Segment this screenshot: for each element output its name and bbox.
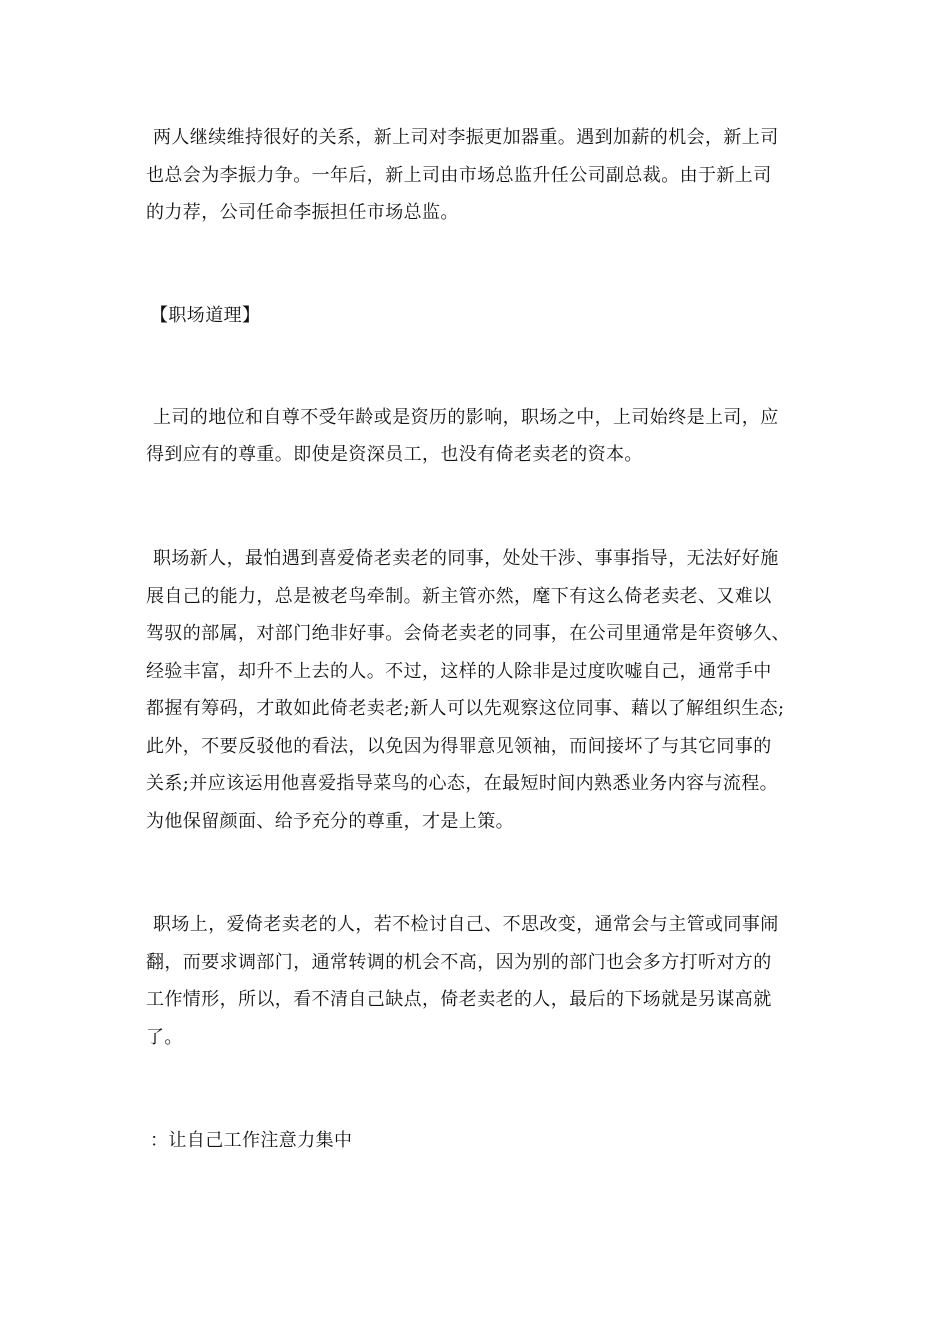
paragraph-line: 也总会为李振力争。一年后，新上司由市场总监升任公司副总裁。由于新上司 xyxy=(146,165,772,186)
paragraph-line: 此外，不要反驳他的看法，以免因为得罪意见领袖，而间接坏了与其它同事的 xyxy=(146,736,772,757)
paragraph-line: 了。 xyxy=(146,1027,183,1048)
paragraph-line: 驾驭的部属，对部门绝非好事。会倚老卖老的同事，在公司里通常是年资够久、 xyxy=(146,623,790,644)
paragraph-line: 为他保留颜面、给予充分的尊重，才是上策。 xyxy=(146,811,514,832)
paragraph-line: 经验丰富，却升不上去的人。不过，这样的人除非是过度吹嘘自己，通常手中 xyxy=(146,661,772,682)
paragraph-line: 关系;并应该运用他喜爱指导菜鸟的心态，在最短时间内熟悉业务内容与流程。 xyxy=(146,773,779,794)
paragraph-line: 职场新人，最怕遇到喜爱倚老卖老的同事，处处干涉、事事指导，无法好好施 xyxy=(153,548,779,569)
paragraph-line: 翻，而要求调部门，通常转调的机会不高，因为别的部门也会多方打听对方的 xyxy=(146,952,772,973)
paragraph-line: 上司的地位和自尊不受年龄或是资历的影响，职场之中，上司始终是上司，应 xyxy=(153,407,779,428)
sub-heading: ：让自己工作注意力集中 xyxy=(150,1130,353,1151)
paragraph-line: 的力荐，公司任命李振担任市场总监。 xyxy=(146,202,459,223)
paragraph-line: 都握有筹码，才敢如此倚老卖老;新人可以先观察这位同事、藉以了解组织生态; xyxy=(146,698,785,719)
paragraph-line: 得到应有的尊重。即使是资深员工，也没有倚老卖老的资本。 xyxy=(146,444,643,465)
paragraph-line: 工作情形，所以，看不清自己缺点，倚老卖老的人，最后的下场就是另谋高就 xyxy=(146,989,772,1010)
paragraph-line: 职场上，爱倚老卖老的人，若不检讨自己、不思改变，通常会与主管或同事闹 xyxy=(153,914,779,935)
paragraph-line: 展自己的能力，总是被老鸟牵制。新主管亦然，麾下有这么倚老卖老、又难以 xyxy=(146,586,772,607)
paragraph-line: 两人继续维持很好的关系，新上司对李振更加器重。遇到加薪的机会，新上司 xyxy=(153,127,779,148)
section-heading: 【职场道理】 xyxy=(150,305,261,326)
